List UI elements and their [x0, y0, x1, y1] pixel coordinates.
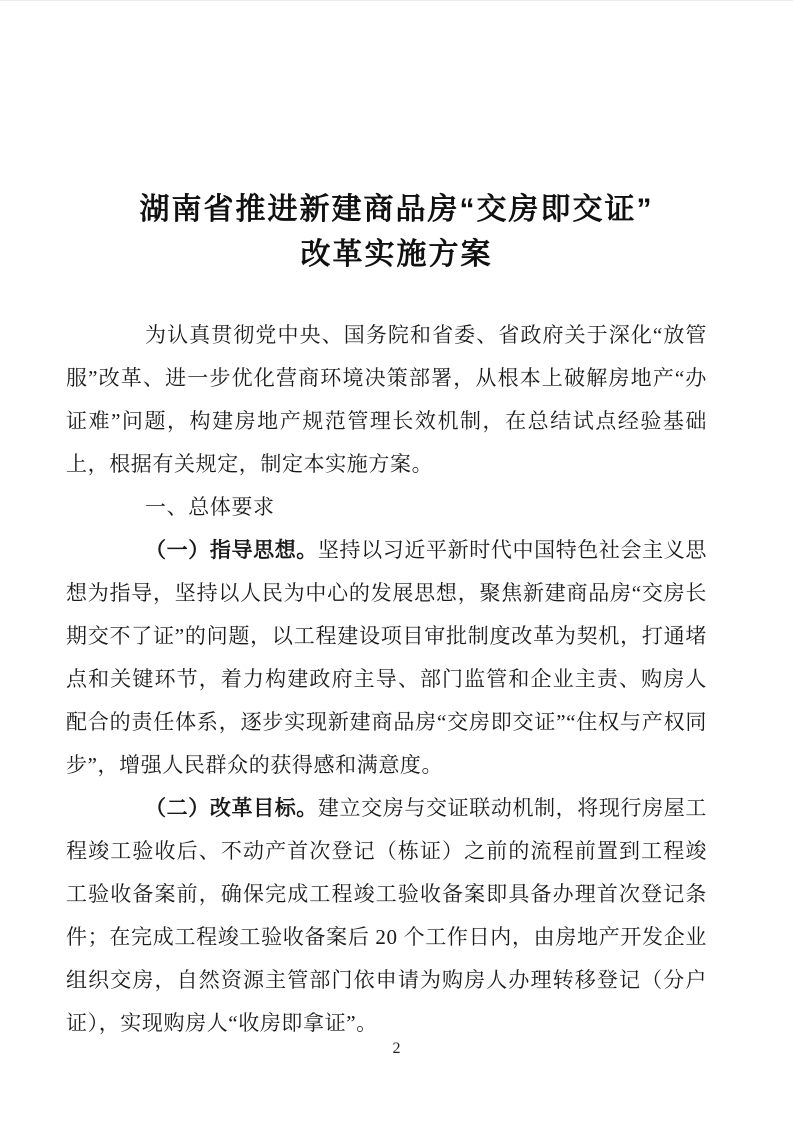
paragraph-reform-goals	[66, 787, 707, 1045]
paragraph-reform-goals-label: （二）改革目标。	[145, 796, 318, 820]
paragraph-reform-goals-text: 建立交房与交证联动机制，将现行房屋工程竣工验收后、不动产首次登记（栋证）之前的流程前置到工程竣工验收备案前，确保完成工程竣工验收备案即具备办理首次登记条件；在完成工程竣工验收备案后 20 个工作日内，由房地产开发企业组织交房，自然资源主管部门依申请为购房人办理转移登记（分户证），实现购房人“收房即拿证”。	[66, 796, 707, 1035]
document-title	[40, 187, 753, 277]
paragraph-intro: 为认真贯彻党中央、国务院和省委、省政府关于深化“放管服”改革、进一步优化营商环境决策部署，从根本上破解房地产“办证难”问题，构建房地产规范管理长效机制，在总结试点经验基础上，根据有关规定，制定本实施方案。	[66, 323, 707, 476]
document-title-line-1: 湖南省推进新建商品房“交房即交证”	[139, 193, 654, 226]
page-number: 2	[392, 1040, 401, 1057]
section-heading-overall-requirements: 一、总体要求	[145, 495, 275, 519]
paragraph-guiding-ideology-text: 坚持以习近平新时代中国特色社会主义思想为指导，坚持以人民为中心的发展思想，聚焦新建商品房“交房长期交不了证”的问题，以工程建设项目审批制度改革为契机，打通堵点和关键环节，着力构建政府主导、部门监管和企业主责、购房人配合的责任体系，逐步实现新建商品房“交房即交证”“住权与产权同步”，增强人民群众的获得感和满意度。	[66, 538, 707, 777]
paragraph-guiding-ideology-label: （一）指导思想。	[145, 538, 318, 562]
document-title-line-2: 改革实施方案	[300, 238, 493, 271]
document-body	[66, 314, 707, 1045]
paragraph-guiding-ideology	[66, 529, 707, 787]
